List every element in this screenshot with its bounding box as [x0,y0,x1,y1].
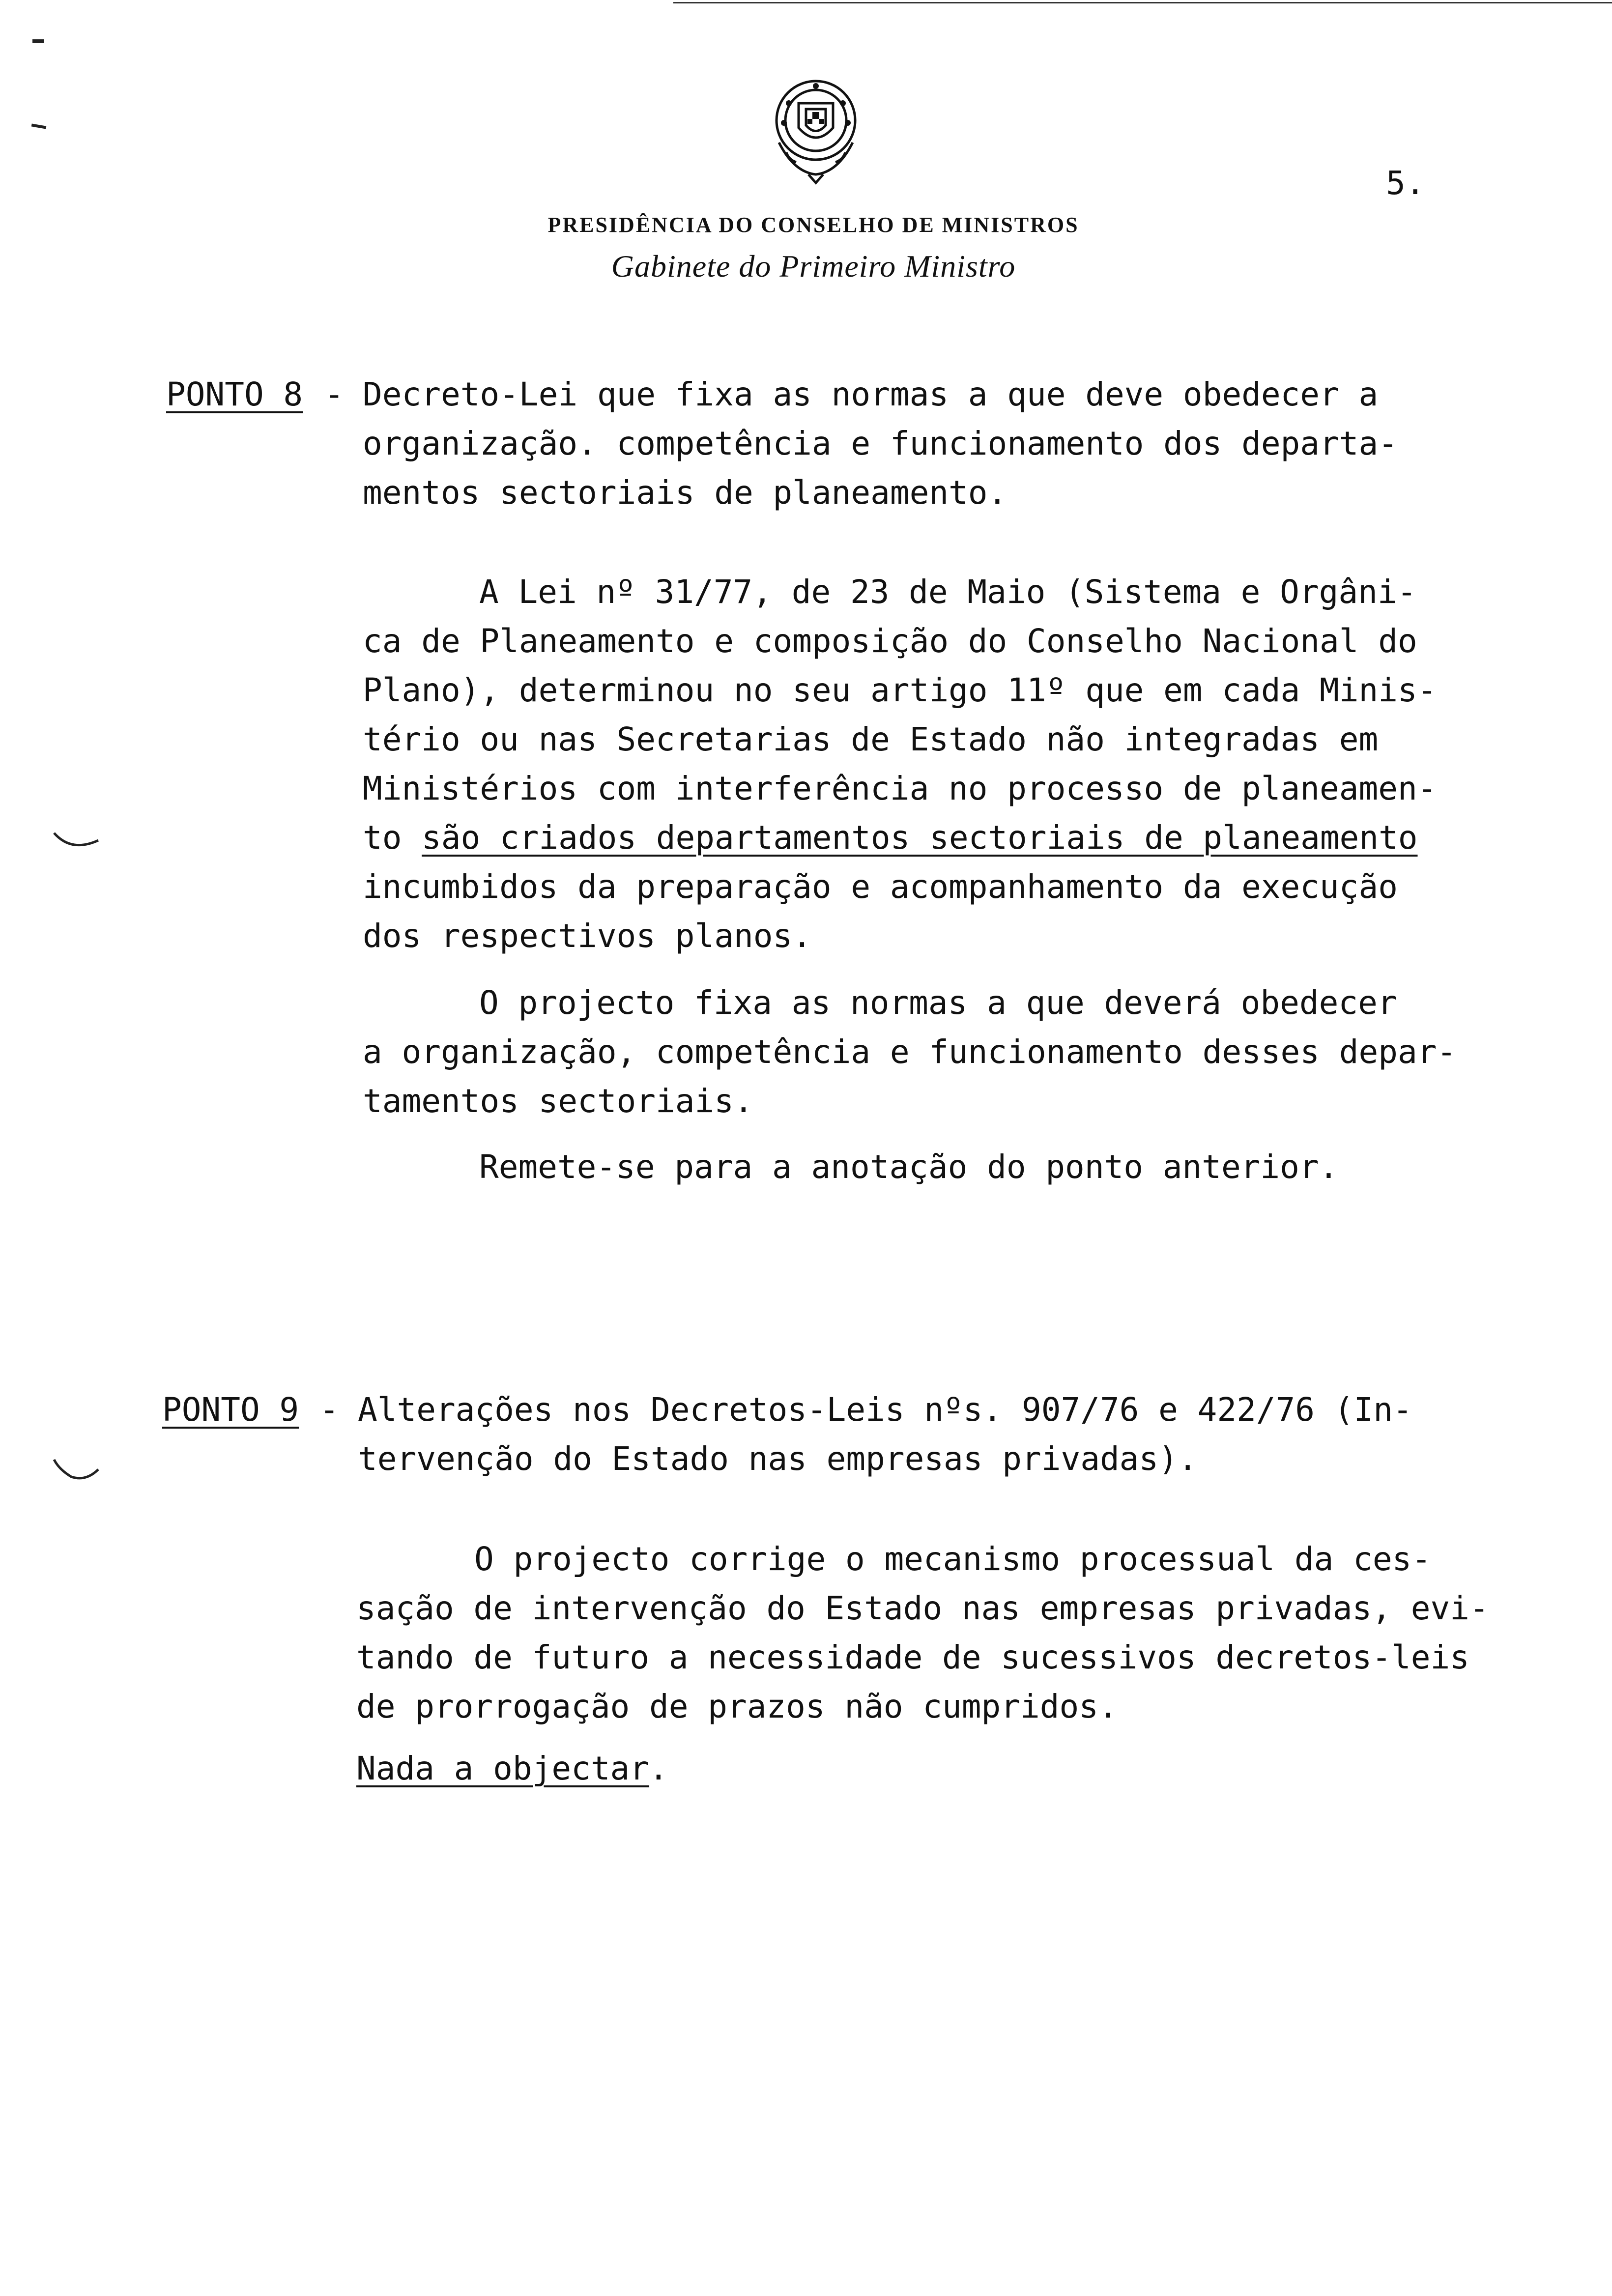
ponto8-para1-line: Plano), determinou no seu artigo 11º que em cada Minis- [363,671,1437,709]
ponto9-para1-line: sação de intervenção do Estado nas empresas privadas, evi- [356,1589,1489,1627]
header-organization: PRESIDÊNCIA DO CONSELHO DE MINISTROS [547,213,1079,237]
ponto8-title-line: mentos sectoriais de planeamento. [363,474,1008,512]
ponto8-para1-line: incumbidos da preparação e acompanhamento da execução [363,868,1398,906]
ponto9-conclusion: Nada a objectar [356,1750,650,1787]
margin-mark [31,123,47,129]
ponto9-para1-line: tando de futuro a necessidade de sucessivos decretos-leis [356,1638,1469,1676]
ponto9-conclusion-period: . [649,1750,668,1787]
margin-mark [32,39,44,43]
page-number: 5. [1386,164,1425,202]
ponto8-para1-line: Ministérios com interferência no processo de planeamen- [363,770,1437,807]
ponto9-label: PONTO 9 [162,1391,299,1429]
ponto8-para1-line: to [363,819,402,857]
ponto8-title-line: organização. competência e funcionamento dos departa- [363,425,1398,462]
ponto9-para1-line: O projecto corrige o mecanismo processual da ces- [474,1540,1432,1578]
ponto8-underlined-phrase: são criados departamentos sectoriais de planeamento [422,819,1418,857]
ponto8-para2-line: O projecto fixa as normas a que deverá obedecer [479,984,1397,1022]
ponto8-dash: - [324,375,344,413]
ponto8-label: PONTO 8 [166,375,303,413]
ponto8-para2-line: tamentos sectoriais. [363,1082,753,1120]
ponto8-para1-line: ca de Planeamento e composição do Conselho Nacional do [363,622,1417,660]
margin-check-mark [52,831,101,855]
top-border-line [673,2,1612,3]
ponto8-title-line: Decreto-Lei que fixa as normas a que deve obedecer a [363,375,1379,413]
ponto9-dash: - [319,1391,339,1429]
coat-of-arms-emblem [759,74,872,187]
ponto8-para1-line: A Lei nº 31/77, de 23 de Maio (Sistema e Orgâni- [479,573,1417,611]
ponto9-title-line: Alterações nos Decretos-Leis nºs. 907/76 e 422/76 (In- [358,1391,1412,1429]
header-office: Gabinete do Primeiro Ministro [611,249,1016,284]
ponto8-para2-line: a organização, competência e funcionamento desses depar- [363,1033,1457,1071]
ponto9-para1-line: de prorrogação de prazos não cumpridos. [356,1688,1118,1725]
ponto8-para1-line: dos respectivos planos. [363,917,812,955]
ponto9-title-line: tervenção do Estado nas empresas privadas). [358,1440,1198,1478]
margin-check-mark [52,1455,101,1484]
ponto8-para3: Remete-se para a anotação do ponto anterior. [479,1148,1339,1186]
ponto8-para1-line: tério ou nas Secretarias de Estado não integradas em [363,720,1379,758]
